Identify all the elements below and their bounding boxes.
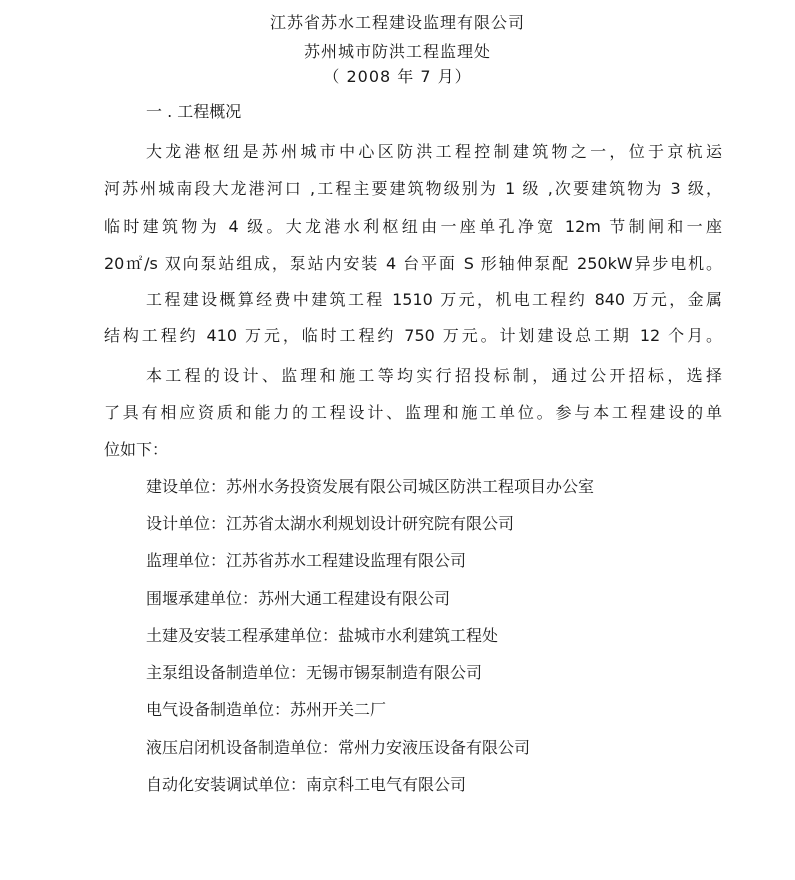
- unit-item-electrical: 电气设备制造单位：苏州开关二厂: [146, 700, 387, 719]
- unit-item-main-pump: 主泵组设备制造单位：无锡市锡泵制造有限公司: [146, 663, 483, 682]
- paragraph-line: 临时建筑物为 4 级。大龙港水利枢纽由一座单孔净宽 12m 节制闸和一座: [104, 217, 722, 236]
- paragraph-line: 位如下：: [104, 440, 169, 459]
- paragraph-line: 本工程的设计、监理和施工等均实行招投标制，通过公开招标，选择: [146, 366, 722, 385]
- unit-item-supervision: 监理单位：江苏省苏水工程建设监理有限公司: [146, 551, 467, 570]
- paragraph-line: 了具有相应资质和能力的工程设计、监理和施工单位。参与本工程建设的单: [104, 403, 722, 422]
- section-heading: 一 . 工程概况: [146, 102, 242, 121]
- paragraph-line: 河苏州城南段大龙港河口 ,工程主要建筑物级别为 1 级 ,次要建筑物为 3 级，: [104, 179, 722, 198]
- unit-item-construction: 建设单位：苏州水务投资发展有限公司城区防洪工程项目办公室: [146, 477, 595, 496]
- unit-item-automation: 自动化安装调试单位：南京科工电气有限公司: [146, 775, 467, 794]
- paragraph-line: 结构工程约 410 万元，临时工程约 750 万元。计划建设总工期 12 个月。: [104, 326, 722, 345]
- unit-item-civil-installation: 土建及安装工程承建单位：盐城市水利建筑工程处: [146, 626, 499, 645]
- paragraph-line: 工程建设概算经费中建筑工程 1510 万元，机电工程约 840 万元，金属: [146, 290, 722, 309]
- unit-item-cofferdam: 围堰承建单位：苏州大通工程建设有限公司: [146, 589, 451, 608]
- document-date: （ 2008 年 7 月）: [323, 67, 472, 86]
- company-title: 江苏省苏水工程建设监理有限公司: [269, 13, 525, 32]
- unit-item-design: 设计单位：江苏省太湖水利规划设计研究院有限公司: [146, 514, 515, 533]
- office-title: 苏州城市防洪工程监理处: [303, 42, 491, 61]
- paragraph-line: 大龙港枢纽是苏州城市中心区防洪工程控制建筑物之一，位于京杭运: [146, 142, 722, 161]
- unit-item-hydraulic-hoist: 液压启闭机设备制造单位：常州力安液压设备有限公司: [146, 738, 531, 757]
- paragraph-line: 20㎡/s 双向泵站组成，泵站内安装 4 台平面 S 形轴伸泵配 250kW异步电机。: [104, 254, 722, 273]
